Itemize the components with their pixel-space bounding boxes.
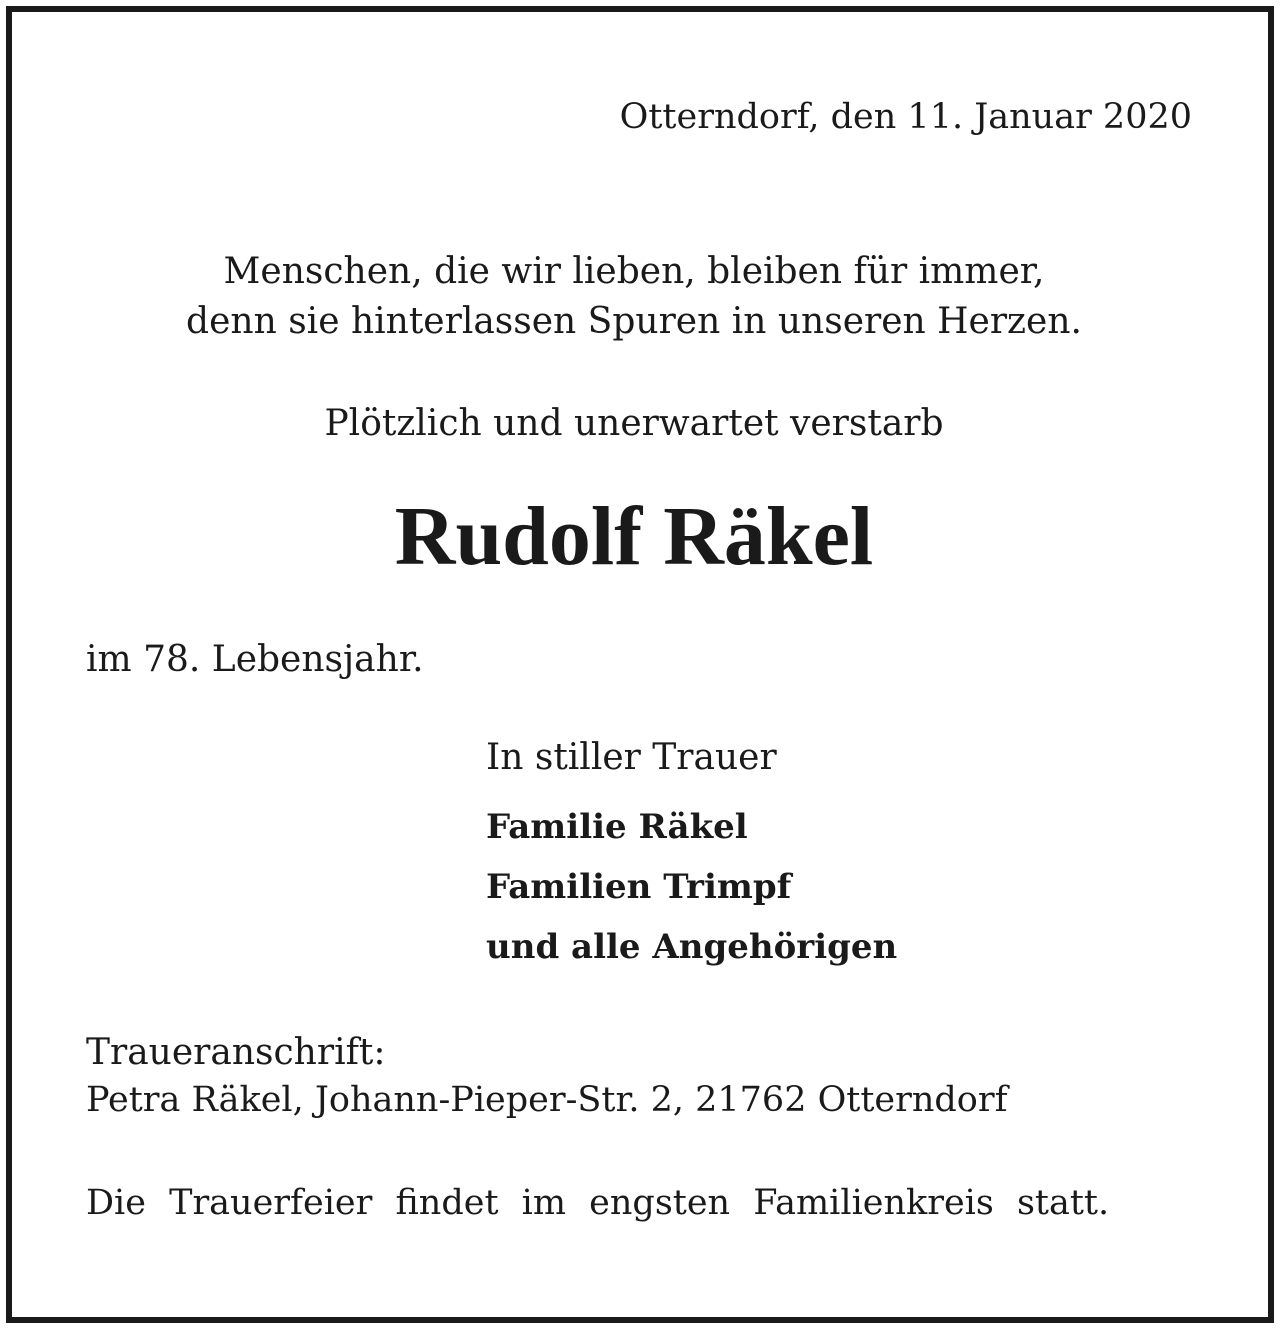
intro-text: Plötzlich und unerwartet verstarb: [324, 403, 944, 444]
address-label: Traueranschrift:: [86, 1032, 386, 1073]
quote-line-2: denn sie hinterlassen Spuren in unseren Herzen.: [186, 301, 1082, 342]
address-text: Petra Räkel, Johann-Pieper-Str. 2, 21762 Otterndorf: [86, 1080, 1008, 1120]
date-line: Otterndorf, den 11. Januar 2020: [619, 97, 1192, 137]
closing-text: Die Trauerfeier findet im engsten Familienkreis statt.: [86, 1183, 1110, 1223]
mourner-1: Familie Räkel: [486, 807, 748, 847]
mourning-text: In stiller Trauer: [486, 737, 777, 778]
mourner-2: Familien Trimpf: [486, 867, 792, 907]
deceased-name: Rudolf Räkel: [394, 490, 874, 583]
quote-line-1: Menschen, die wir lieben, bleiben für immer,: [223, 251, 1045, 292]
mourner-3: und alle Angehörigen: [486, 927, 898, 967]
age-text: im 78. Lebensjahr.: [86, 639, 424, 680]
